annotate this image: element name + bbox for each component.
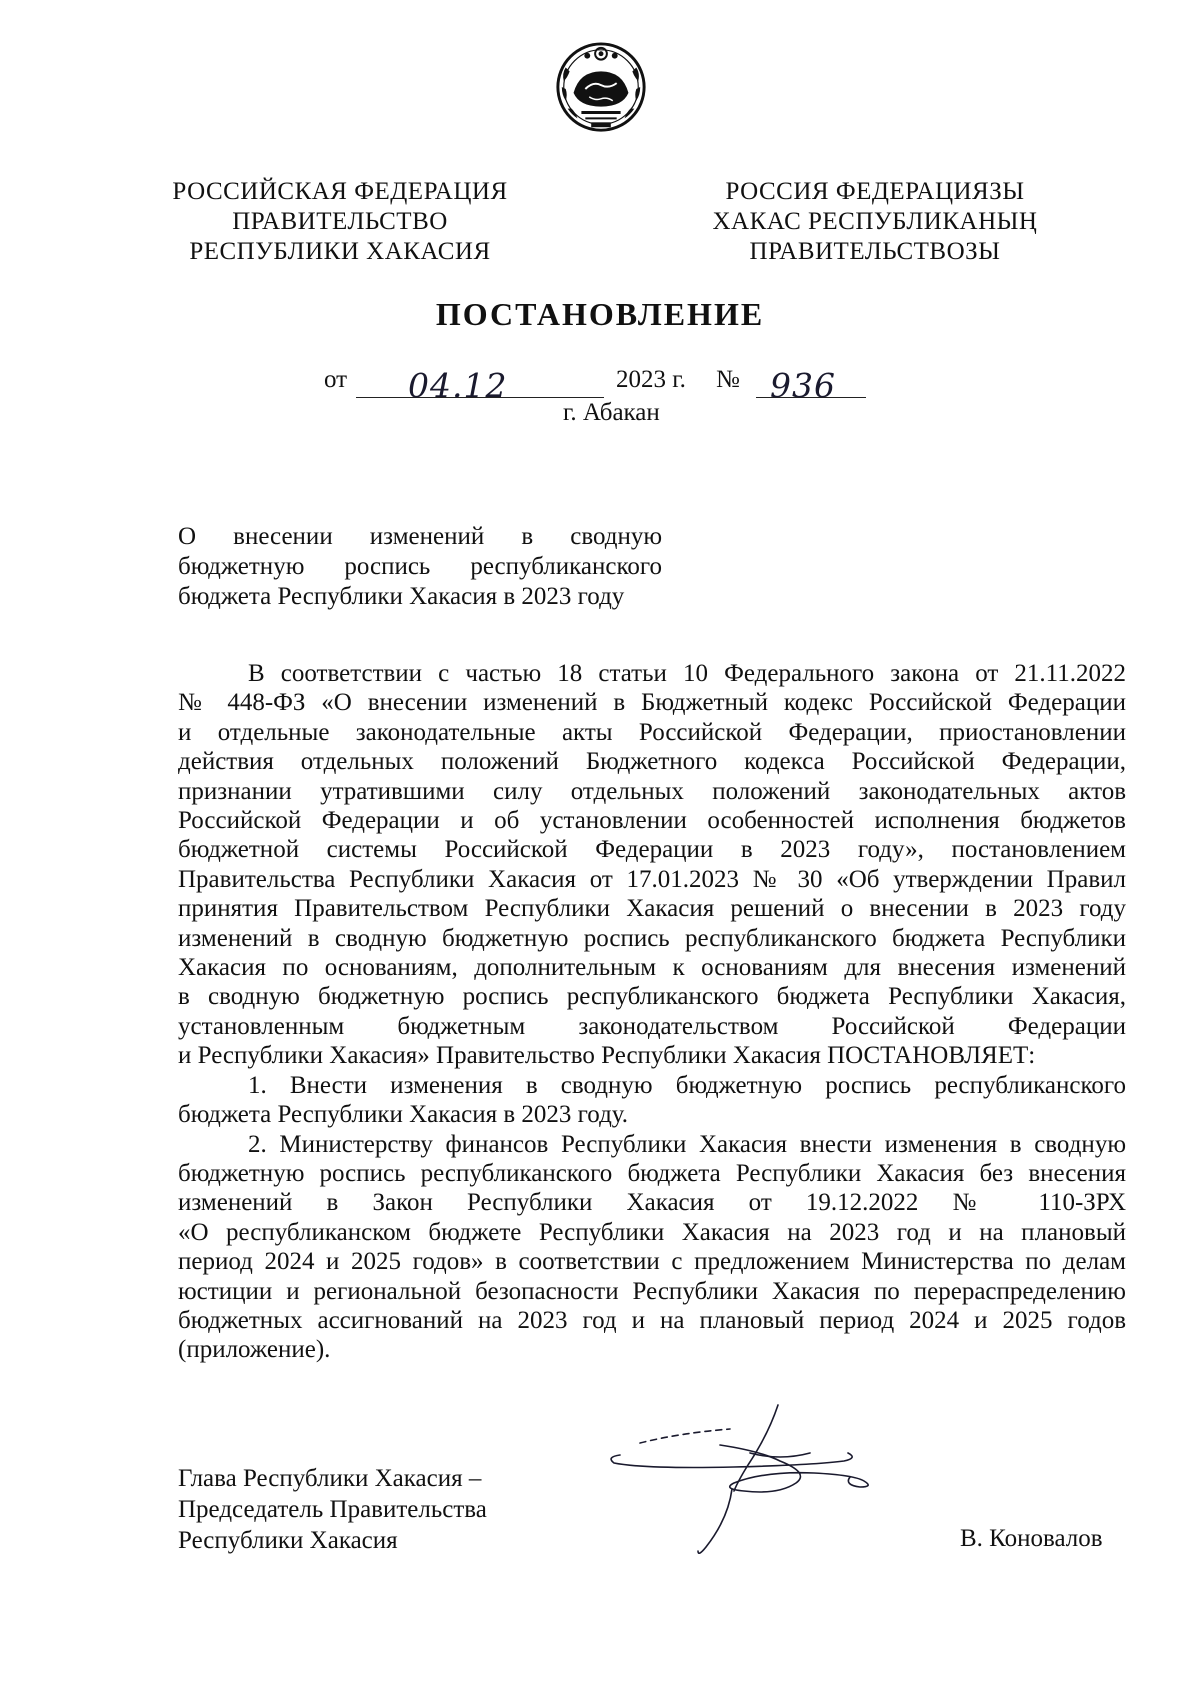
signatory-title-line: Республики Хакасия [178,1527,398,1554]
signature-icon [600,1385,930,1565]
body-line: юстиции и региональной безопасности Республики Хакасия по перераспределению [178,1277,1126,1305]
subject-line-2 [178,552,662,582]
subject-word: сводную [570,523,663,550]
body-line: принятия Правительством Республики Хакасия решений о внесении в 2023 году [178,895,1126,923]
body-line: «О республиканском бюджете Республики Хакасия на 2023 год и на плановый [178,1218,1126,1246]
coat-of-arms-icon [552,38,650,140]
header-right-line-3: ПРАВИТЕЛЬСТВОЗЫ [749,238,1001,265]
body-line: период 2024 и 2025 годов» в соответствии с предложением Министерства по делам [178,1248,1126,1276]
signatory-title-line: Председатель Правительства [178,1496,487,1523]
header-left-line-3: РЕСПУБЛИКИ ХАКАСИЯ [189,238,491,265]
subject-word: республиканского [470,553,662,580]
body-line: бюджетную роспись республиканского бюджета Республики Хакасия без внесения [178,1159,1126,1187]
signatory-title [178,1463,487,1556]
subject-line-3: бюджета Республики Хакасия в 2023 году [178,583,625,610]
header-right-line-1: РОССИЯ ФЕДЕРАЦИЯЗЫ [725,178,1025,205]
date-handwritten: 04.12 [408,366,508,405]
header-left [160,177,520,267]
subject-word: О [178,523,197,550]
subject-word: бюджетную [178,553,305,580]
subject-word: изменений [369,523,485,550]
body-line: Российской Федерации и об установлении особенностей исполнения бюджетов [178,807,1126,835]
body-line: В соответствии с частью 18 статьи 10 Федерального закона от 21.11.2022 [248,660,1126,687]
body-line: и Республики Хакасия» Правительство Республики Хакасия ПОСТАНОВЛЯЕТ: [178,1042,1036,1070]
header-left-line-2: ПРАВИТЕЛЬСТВО [232,208,448,235]
body-line: № 448-ФЗ «О внесении изменений в Бюджетный кодекс Российской Федерации [178,689,1126,717]
body-line: изменений в сводную бюджетную роспись республиканского бюджета Республики [178,924,1126,952]
document-title: ПОСТАНОВЛЕНИЕ [435,296,765,332]
signatory-title-line: Глава Республики Хакасия – [178,1465,482,1492]
header-right-line-2: ХАКАС РЕСПУБЛИКАНЫҢ [712,208,1038,235]
document-body [178,659,1126,1365]
signatory-name: В. Коновалов [960,1525,1103,1552]
subject-word: в [521,523,534,550]
header-right [690,177,1060,267]
body-line: признании утратившими силу отдельных положений законодательных актов [178,777,1126,805]
body-line: в сводную бюджетную роспись республиканского бюджета Республики Хакасия, [178,983,1126,1011]
body-line: изменений в Закон Республики Хакасия от 19.12.2022 № 110-ЗРХ [178,1189,1126,1217]
body-line: действия отдельных положений Бюджетного кодекса Российской Федерации, [178,748,1126,776]
body-line: бюджетных ассигнований на 2023 год и на плановый период 2024 и 2025 годов [178,1306,1126,1334]
body-line: 2. Министерству финансов Республики Хакасия внести изменения в сводную [248,1130,1126,1158]
body-line: Хакасия по основаниям, дополнительным к основаниям для внесения изменений [178,954,1126,982]
number-sign: № [716,366,740,393]
body-line: бюджета Республики Хакасия в 2023 году. [178,1101,629,1129]
header-left-line-1: РОССИЙСКАЯ ФЕДЕРАЦИЯ [172,178,508,205]
year-text: 2023 г. [616,366,686,393]
body-line: Правительства Республики Хакасия от 17.01.2023 № 30 «Об утверждении Правил [178,865,1126,893]
subject-word: внесении [233,523,333,550]
date-prefix: от [324,366,348,393]
subject-block [178,522,662,612]
subject-line-1 [178,522,662,552]
body-line: установленным бюджетным законодательством Российской Федерации [178,1012,1126,1040]
number-handwritten: 936 [770,366,836,405]
body-line: бюджетной системы Российской Федерации в 2023 году», постановлением [178,836,1126,864]
body-line: 1. Внести изменения в сводную бюджетную роспись республиканского [248,1071,1126,1099]
city: г. Абакан [563,399,660,426]
subject-word: роспись [344,553,431,580]
body-line: и отдельные законодательные акты Российской Федерации, приостановлении [178,718,1126,746]
body-line: (приложение). [178,1336,331,1364]
